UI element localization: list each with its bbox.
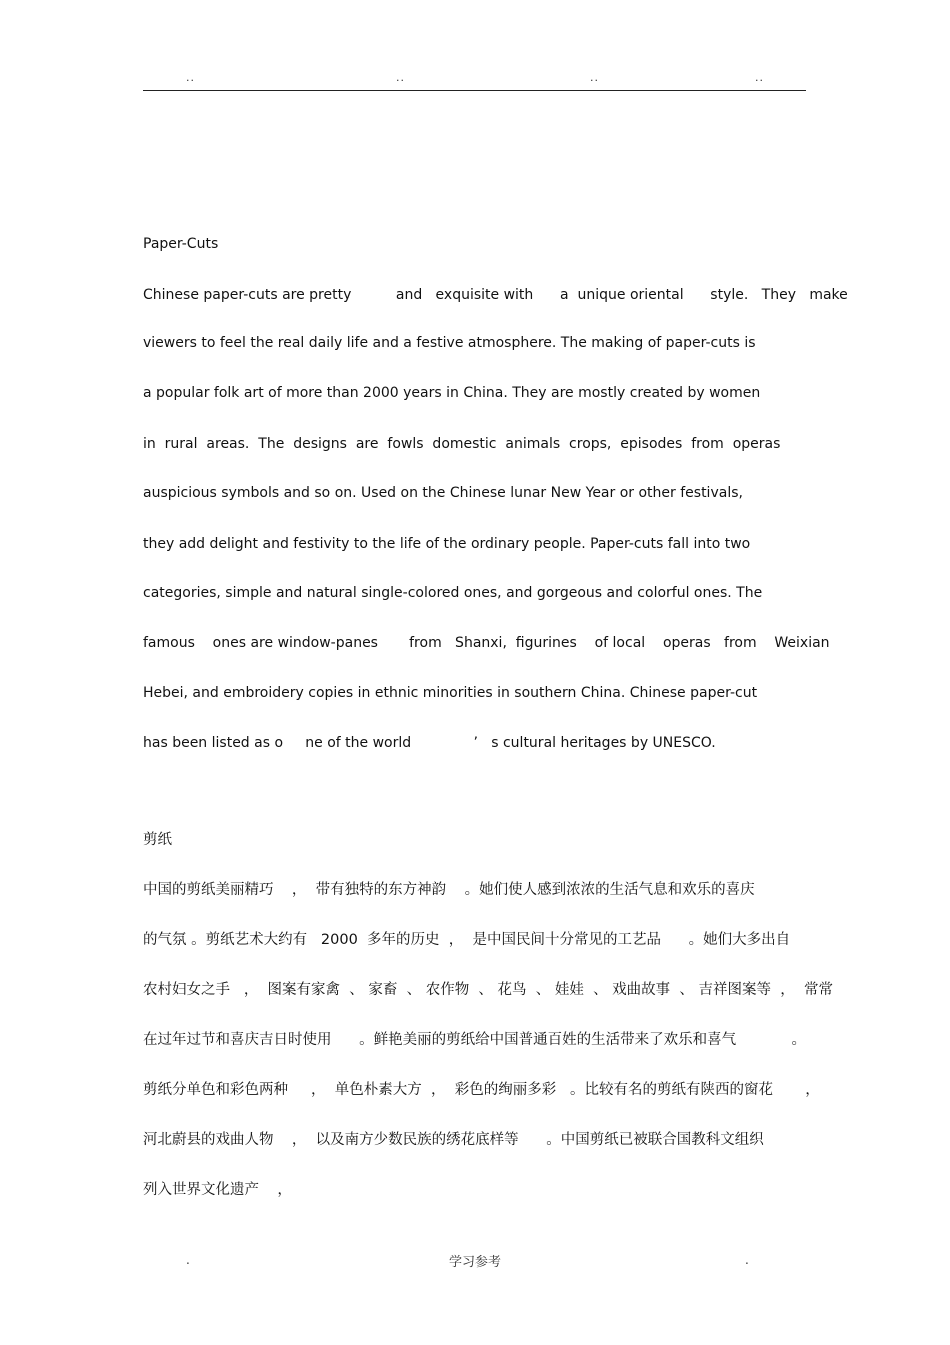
header-dots-3: ..	[590, 71, 599, 84]
chinese-line-7: 列入世界文化遗产 ，	[143, 1182, 292, 1198]
english-line-8: famous ones are window-panes from Shanxi, figurines of local operas from Weixian	[143, 635, 830, 651]
english-line-10: has been listed as o ne of the world ’ s cultural heritages by UNESCO.	[143, 735, 716, 751]
header-dots-1: ..	[186, 71, 195, 84]
english-line-2: viewers to feel the real daily life and a festive atmosphere. The making of paper-cuts is	[143, 335, 756, 351]
header-dots-2: ..	[396, 71, 405, 84]
english-line-6: they add delight and festivity to the life of the ordinary people. Paper-cuts fall into two	[143, 536, 751, 552]
chinese-line-4: 在过年过节和喜庆吉日时使用 。鲜艳美丽的剪纸给中国普通百姓的生活带来了欢乐和喜气 。	[143, 1032, 806, 1048]
english-line-4: in rural areas. The designs are fowls domestic animals crops, episodes from operas	[143, 436, 781, 452]
english-line-7: categories, simple and natural single-colored ones, and gorgeous and colorful ones. The	[143, 585, 763, 601]
chinese-line-2: 的气氛 。剪纸艺术大约有 2000 多年的历史 ， 是中国民间十分常见的工艺品 。她们大多出自	[143, 932, 791, 948]
chinese-line-1: 中国的剪纸美丽精巧 ， 带有独特的东方神韵 。她们使人感到浓浓的生活气息和欢乐的喜庆	[143, 882, 755, 898]
chinese-title: 剪纸	[143, 832, 172, 848]
chinese-line-3: 农村妇女之手 ， 图案有家禽 、 家畜 、 农作物 、 花鸟 、 娃娃 、 戏曲故事 、 吉祥图案等 ， 常常	[143, 982, 833, 998]
english-line-9: Hebei, and embroidery copies in ethnic minorities in southern China. Chinese paper-cut	[143, 685, 758, 701]
english-line-5: auspicious symbols and so on. Used on the Chinese lunar New Year or other festivals,	[143, 485, 743, 501]
footer-right-dot: .	[745, 1253, 749, 1267]
chinese-line-5: 剪纸分单色和彩色两种 ， 单色朴素大方 ， 彩色的绚丽多彩 。比较有名的剪纸有陕西的窗花 ，	[143, 1082, 820, 1098]
english-line-3: a popular folk art of more than 2000 years in China. They are mostly created by women	[143, 385, 761, 401]
header-dots-4: ..	[755, 71, 764, 84]
english-title: Paper-Cuts	[143, 236, 219, 252]
chinese-line-6: 河北蔚县的戏曲人物 ， 以及南方少数民族的绣花底样等 。中国剪纸已被联合国教科文组织	[143, 1132, 764, 1148]
footer-left-dot: .	[186, 1253, 190, 1267]
english-line-1: Chinese paper-cuts are pretty and exquisite with a unique oriental style. They make	[143, 287, 848, 303]
header-rule	[143, 90, 806, 91]
footer-label: 学习参考	[449, 1255, 502, 1270]
